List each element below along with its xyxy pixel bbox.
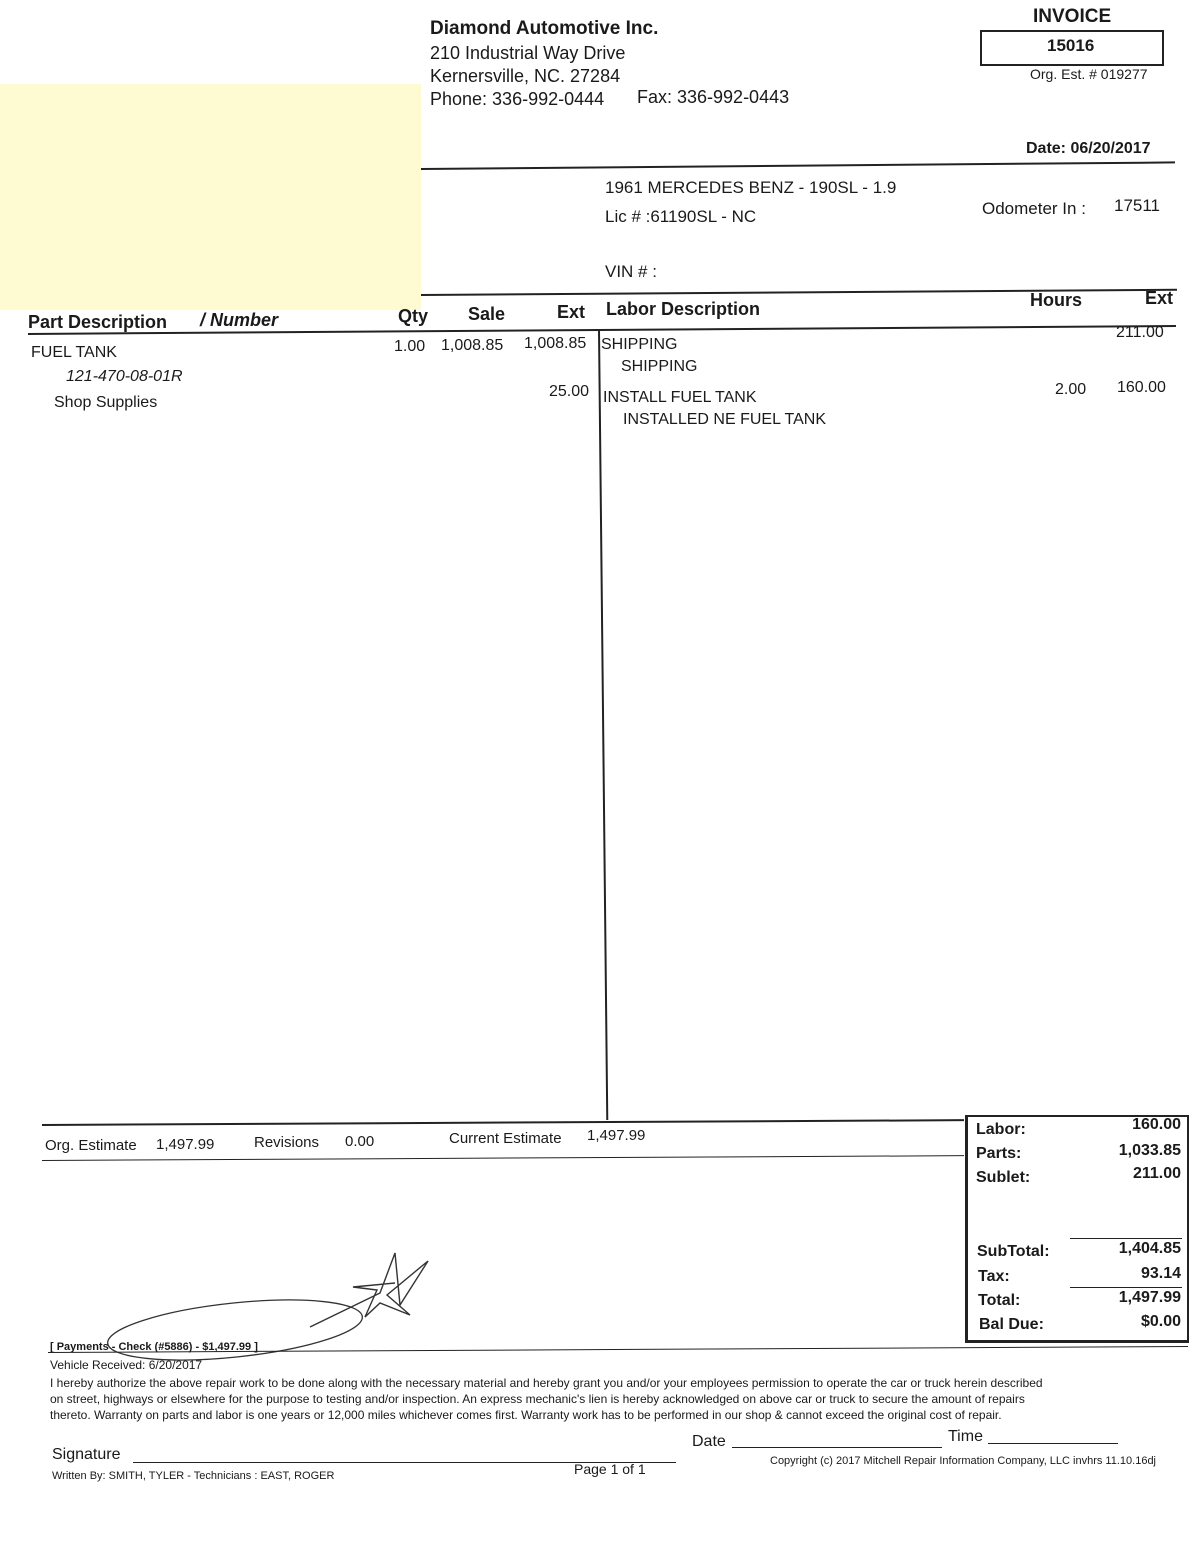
part-number: 121-470-08-01R — [66, 368, 183, 385]
subtotal-rule — [1070, 1238, 1182, 1239]
current-estimate-label: Current Estimate — [449, 1130, 562, 1147]
org-estimate-value: 1,497.99 — [156, 1136, 215, 1153]
revisions-label: Revisions — [254, 1134, 320, 1151]
labor-title: INSTALL FUEL TANK — [603, 389, 757, 406]
estimate-top-rule — [42, 1119, 964, 1126]
shop-address-line2: Kernersville, NC. 27284 — [430, 66, 621, 86]
part-name: Shop Supplies — [54, 394, 158, 411]
balance-due-label: Bal Due: — [979, 1316, 1044, 1333]
total-label: Total: — [978, 1292, 1021, 1309]
sublet-total-value: 211.00 — [1132, 1165, 1181, 1182]
shop-phone: Phone: 336-992-0444 — [430, 89, 605, 109]
revisions-value: 0.00 — [345, 1133, 375, 1150]
authorization-line: I hereby authorize the above repair work to be done along with the necessary material and hereby grant you and/or your employees permission to operate the car or truck herein described — [50, 1376, 1043, 1390]
odometer-value: 17511 — [1114, 196, 1161, 215]
part-ext: 1,008.85 — [524, 335, 587, 352]
authorization-line: thereto. Warranty on parts and labor is one years or 12,000 miles whichever comes first. Warranty work has to be performed in our shop & cannot exceed the original cost of repair. — [50, 1408, 1002, 1422]
org-estimate-number: Org. Est. # 019277 — [1030, 66, 1148, 82]
odometer-label: Odometer In : — [982, 199, 1086, 218]
sublet-total-label: Sublet: — [976, 1169, 1031, 1186]
vehicle-description: 1961 MERCEDES BENZ - 190SL - 1.9 — [605, 178, 897, 197]
parts-total-value: 1,033.85 — [1118, 1142, 1181, 1159]
labor-header-hours: Hours — [1030, 290, 1083, 310]
vehicle-vin-label: VIN # : — [605, 262, 657, 281]
tax-label: Tax: — [978, 1268, 1010, 1285]
subtotal-label: SubTotal: — [977, 1243, 1050, 1260]
shop-fax: Fax: 336-992-0443 — [637, 87, 790, 107]
redaction-block — [0, 84, 421, 310]
part-sale: 1,008.85 — [441, 337, 504, 354]
vehicle-received: Vehicle Received: 6/20/2017 — [50, 1358, 203, 1372]
shop-address-line1: 210 Industrial Way Drive — [430, 43, 626, 63]
part-ext: 25.00 — [549, 383, 590, 400]
balance-due-value: $0.00 — [1140, 1313, 1181, 1330]
written-by: Written By: SMITH, TYLER - Technicians : EAST, ROGER — [52, 1470, 335, 1482]
part-name: FUEL TANK — [31, 344, 117, 361]
time-label: Time — [948, 1428, 983, 1445]
shop-name: Diamond Automotive Inc. — [430, 18, 659, 39]
labor-title: SHIPPING — [601, 336, 678, 353]
labor-hours: 2.00 — [1055, 381, 1087, 398]
parts-header-number: / Number — [200, 310, 279, 330]
parts-header-ext: Ext — [557, 302, 586, 322]
parts-header-qty: Qty — [398, 306, 429, 326]
column-divider — [598, 330, 608, 1120]
date-label: Date — [692, 1433, 726, 1450]
labor-ext: 160.00 — [1117, 379, 1166, 396]
authorization-line: on street, highways or elsewhere for the purpose to testing and/or inspection. An express mechanic's lien is hereby acknowledged on above car or truck to secure the amount of repairs — [50, 1392, 1025, 1406]
date-line — [732, 1447, 942, 1448]
estimate-bottom-rule — [42, 1155, 964, 1161]
subtotal-value: 1,404.85 — [1118, 1240, 1181, 1257]
time-line — [988, 1443, 1118, 1444]
labor-total-label: Labor: — [976, 1121, 1026, 1138]
parts-total-label: Parts: — [976, 1145, 1022, 1162]
invoice-title: INVOICE — [1033, 6, 1112, 27]
total-rule — [1070, 1287, 1182, 1288]
part-qty: 1.00 — [394, 338, 426, 355]
page-number: Page 1 of 1 — [574, 1461, 646, 1477]
invoice-date: Date: 06/20/2017 — [1026, 140, 1151, 157]
labor-header-ext: Ext — [1145, 288, 1174, 308]
labor-ext: 211.00 — [1116, 324, 1164, 341]
parts-header-sale: Sale — [468, 304, 506, 324]
signature-label: Signature — [52, 1446, 121, 1463]
copyright: Copyright (c) 2017 Mitchell Repair Information Company, LLC invhrs 11.10.16dj — [770, 1455, 1156, 1467]
labor-total-value: 160.00 — [1132, 1116, 1181, 1133]
labor-detail: SHIPPING — [621, 358, 698, 375]
payments-note: [ Payments - Check (#5886) - $1,497.99 ] — [50, 1341, 258, 1353]
parts-header-description: Part Description — [28, 312, 168, 332]
labor-header-description: Labor Description — [606, 299, 761, 319]
tax-value: 93.14 — [1140, 1265, 1181, 1282]
org-estimate-label: Org. Estimate — [45, 1137, 137, 1154]
current-estimate-value: 1,497.99 — [587, 1127, 646, 1144]
labor-detail: INSTALLED NE FUEL TANK — [623, 411, 827, 428]
header-divider — [421, 161, 1175, 170]
invoice-number: 15016 — [1047, 36, 1095, 55]
total-value: 1,497.99 — [1118, 1289, 1181, 1306]
vehicle-license: Lic # :61190SL - NC — [605, 207, 757, 226]
